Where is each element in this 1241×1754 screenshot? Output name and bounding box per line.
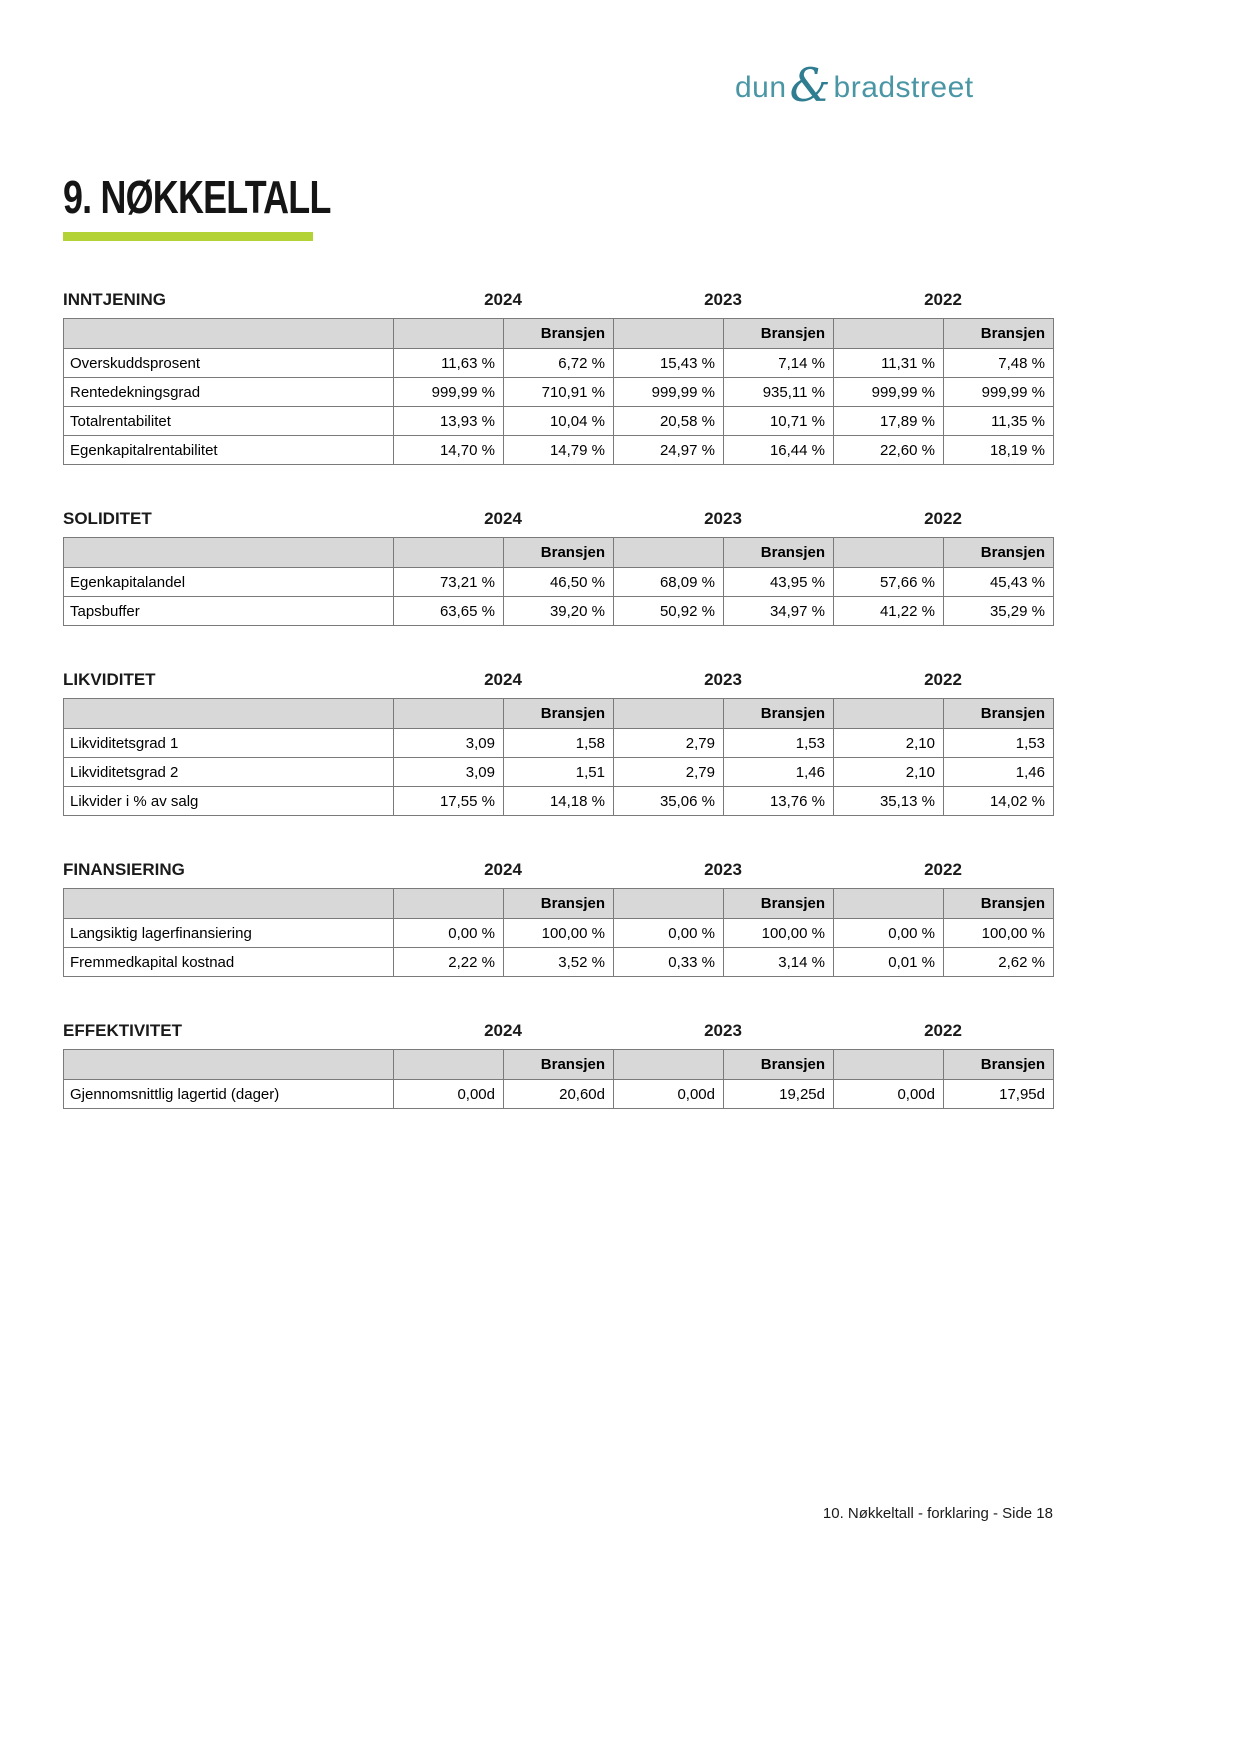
value-cell: 6,72 % <box>504 349 614 378</box>
row-label-cell: Langsiktig lagerfinansiering <box>64 919 394 948</box>
value-cell: 11,35 % <box>944 407 1054 436</box>
value-cell: 68,09 % <box>614 568 724 597</box>
value-cell: 43,95 % <box>724 568 834 597</box>
row-label-cell: Gjennomsnittlig lagertid (dager) <box>64 1080 394 1109</box>
value-cell: 10,71 % <box>724 407 834 436</box>
value-cell: 20,58 % <box>614 407 724 436</box>
row-label-cell: Tapsbuffer <box>64 597 394 626</box>
value-cell: 1,46 <box>724 758 834 787</box>
value-cell: 35,29 % <box>944 597 1054 626</box>
value-cell: 1,58 <box>504 729 614 758</box>
section-head-row <box>63 509 1053 529</box>
table-row <box>64 378 1054 407</box>
year-label: 2023 <box>704 509 742 528</box>
value-cell: 16,44 % <box>724 436 834 465</box>
row-label-cell: Likvider i % av salg <box>64 787 394 816</box>
data-table <box>63 698 1054 816</box>
value-cell: 0,00d <box>614 1080 724 1109</box>
table-row <box>64 729 1054 758</box>
value-cell: 34,97 % <box>724 597 834 626</box>
row-label-cell: Totalrentabilitet <box>64 407 394 436</box>
value-cell: 100,00 % <box>724 919 834 948</box>
table-section-inntjening <box>63 290 1053 465</box>
value-cell: 2,22 % <box>394 948 504 977</box>
page-footer: 10. Nøkkeltall - forklaring - Side 18 <box>822 1505 1053 1522</box>
value-cell: 46,50 % <box>504 568 614 597</box>
industry-header-cell: Bransjen <box>504 319 614 349</box>
company-header-cell <box>394 889 504 919</box>
title-accent-bar <box>63 232 313 241</box>
dun-bradstreet-logo <box>735 58 974 112</box>
company-header-cell <box>834 538 944 568</box>
value-cell: 1,53 <box>944 729 1054 758</box>
table-row <box>64 758 1054 787</box>
year-label: 2022 <box>924 290 962 309</box>
section-head-row <box>63 670 1053 690</box>
empty-header-cell <box>64 699 394 729</box>
year-label: 2022 <box>924 509 962 528</box>
value-cell: 999,99 % <box>944 378 1054 407</box>
table-row <box>64 919 1054 948</box>
value-cell: 0,00 % <box>614 919 724 948</box>
section-title: SOLIDITET <box>63 509 152 528</box>
industry-header-cell: Bransjen <box>504 538 614 568</box>
table-header-row <box>64 699 1054 729</box>
company-header-cell <box>394 699 504 729</box>
data-table <box>63 537 1054 626</box>
table-header-row <box>64 319 1054 349</box>
value-cell: 1,51 <box>504 758 614 787</box>
company-header-cell <box>394 319 504 349</box>
table-row <box>64 948 1054 977</box>
value-cell: 45,43 % <box>944 568 1054 597</box>
company-header-cell <box>614 538 724 568</box>
value-cell: 14,18 % <box>504 787 614 816</box>
section-title: LIKVIDITET <box>63 670 156 689</box>
data-table <box>63 318 1054 465</box>
value-cell: 0,00d <box>394 1080 504 1109</box>
section-head-row <box>63 860 1053 880</box>
value-cell: 0,00d <box>834 1080 944 1109</box>
table-row <box>64 1080 1054 1109</box>
table-header-row <box>64 889 1054 919</box>
table-section-likviditet <box>63 670 1053 816</box>
row-label-cell: Fremmedkapital kostnad <box>64 948 394 977</box>
row-label-cell: Likviditetsgrad 1 <box>64 729 394 758</box>
table-section-soliditet <box>63 509 1053 626</box>
value-cell: 63,65 % <box>394 597 504 626</box>
data-table <box>63 1049 1054 1109</box>
value-cell: 3,14 % <box>724 948 834 977</box>
section-head-row <box>63 1021 1053 1041</box>
year-label: 2024 <box>484 860 522 879</box>
value-cell: 0,01 % <box>834 948 944 977</box>
industry-header-cell: Bransjen <box>944 319 1054 349</box>
year-labels <box>393 670 1053 690</box>
company-header-cell <box>834 319 944 349</box>
year-labels <box>393 290 1053 310</box>
year-label: 2022 <box>924 860 962 879</box>
value-cell: 18,19 % <box>944 436 1054 465</box>
row-label-cell: Egenkapitalandel <box>64 568 394 597</box>
value-cell: 2,79 <box>614 758 724 787</box>
logo-ampersand-icon: & <box>789 58 831 112</box>
row-label-cell: Rentedekningsgrad <box>64 378 394 407</box>
value-cell: 11,31 % <box>834 349 944 378</box>
value-cell: 57,66 % <box>834 568 944 597</box>
value-cell: 0,33 % <box>614 948 724 977</box>
value-cell: 2,62 % <box>944 948 1054 977</box>
value-cell: 17,55 % <box>394 787 504 816</box>
value-cell: 999,99 % <box>394 378 504 407</box>
value-cell: 17,95d <box>944 1080 1054 1109</box>
value-cell: 50,92 % <box>614 597 724 626</box>
industry-header-cell: Bransjen <box>724 1050 834 1080</box>
section-title: FINANSIERING <box>63 860 185 879</box>
table-section-finansiering <box>63 860 1053 977</box>
table-header-row <box>64 538 1054 568</box>
year-label: 2024 <box>484 290 522 309</box>
table-header-row <box>64 1050 1054 1080</box>
value-cell: 7,14 % <box>724 349 834 378</box>
value-cell: 999,99 % <box>834 378 944 407</box>
row-label-cell: Overskuddsprosent <box>64 349 394 378</box>
industry-header-cell: Bransjen <box>724 319 834 349</box>
year-label: 2022 <box>924 1021 962 1040</box>
value-cell: 100,00 % <box>944 919 1054 948</box>
empty-header-cell <box>64 889 394 919</box>
industry-header-cell: Bransjen <box>944 889 1054 919</box>
value-cell: 41,22 % <box>834 597 944 626</box>
value-cell: 710,91 % <box>504 378 614 407</box>
table-row <box>64 597 1054 626</box>
company-header-cell <box>614 889 724 919</box>
company-header-cell <box>614 699 724 729</box>
empty-header-cell <box>64 538 394 568</box>
year-label: 2024 <box>484 509 522 528</box>
value-cell: 39,20 % <box>504 597 614 626</box>
value-cell: 13,76 % <box>724 787 834 816</box>
value-cell: 0,00 % <box>394 919 504 948</box>
value-cell: 24,97 % <box>614 436 724 465</box>
empty-header-cell <box>64 1050 394 1080</box>
value-cell: 14,79 % <box>504 436 614 465</box>
table-row <box>64 568 1054 597</box>
value-cell: 14,70 % <box>394 436 504 465</box>
table-row <box>64 436 1054 465</box>
table-section-effektivitet <box>63 1021 1053 1109</box>
year-label: 2024 <box>484 670 522 689</box>
value-cell: 35,13 % <box>834 787 944 816</box>
table-row <box>64 407 1054 436</box>
page-title: 9. NØKKELTALL <box>63 171 331 223</box>
company-header-cell <box>394 1050 504 1080</box>
industry-header-cell: Bransjen <box>504 1050 614 1080</box>
industry-header-cell: Bransjen <box>504 889 614 919</box>
year-label: 2023 <box>704 290 742 309</box>
value-cell: 13,93 % <box>394 407 504 436</box>
year-label: 2023 <box>704 670 742 689</box>
value-cell: 2,10 <box>834 758 944 787</box>
value-cell: 100,00 % <box>504 919 614 948</box>
industry-header-cell: Bransjen <box>724 538 834 568</box>
empty-header-cell <box>64 319 394 349</box>
value-cell: 14,02 % <box>944 787 1054 816</box>
year-labels <box>393 509 1053 529</box>
company-header-cell <box>834 699 944 729</box>
company-header-cell <box>394 538 504 568</box>
table-row <box>64 349 1054 378</box>
industry-header-cell: Bransjen <box>944 538 1054 568</box>
table-row <box>64 787 1054 816</box>
logo-word-dun: dun <box>735 71 787 104</box>
row-label-cell: Egenkapitalrentabilitet <box>64 436 394 465</box>
logo-word-bradstreet: bradstreet <box>833 71 974 104</box>
data-table <box>63 888 1054 977</box>
industry-header-cell: Bransjen <box>724 889 834 919</box>
year-labels <box>393 860 1053 880</box>
industry-header-cell: Bransjen <box>504 699 614 729</box>
value-cell: 19,25d <box>724 1080 834 1109</box>
section-head-row <box>63 290 1053 310</box>
value-cell: 11,63 % <box>394 349 504 378</box>
value-cell: 999,99 % <box>614 378 724 407</box>
value-cell: 3,09 <box>394 729 504 758</box>
value-cell: 3,09 <box>394 758 504 787</box>
value-cell: 3,52 % <box>504 948 614 977</box>
industry-header-cell: Bransjen <box>724 699 834 729</box>
value-cell: 35,06 % <box>614 787 724 816</box>
year-label: 2022 <box>924 670 962 689</box>
value-cell: 17,89 % <box>834 407 944 436</box>
company-header-cell <box>834 889 944 919</box>
year-labels <box>393 1021 1053 1041</box>
company-header-cell <box>614 1050 724 1080</box>
value-cell: 7,48 % <box>944 349 1054 378</box>
section-title: INNTJENING <box>63 290 166 309</box>
value-cell: 2,79 <box>614 729 724 758</box>
value-cell: 0,00 % <box>834 919 944 948</box>
year-label: 2024 <box>484 1021 522 1040</box>
value-cell: 20,60d <box>504 1080 614 1109</box>
value-cell: 73,21 % <box>394 568 504 597</box>
value-cell: 1,53 <box>724 729 834 758</box>
tables-container <box>63 290 1053 1153</box>
value-cell: 15,43 % <box>614 349 724 378</box>
year-label: 2023 <box>704 860 742 879</box>
section-title: EFFEKTIVITET <box>63 1021 182 1040</box>
company-header-cell <box>614 319 724 349</box>
company-header-cell <box>834 1050 944 1080</box>
year-label: 2023 <box>704 1021 742 1040</box>
industry-header-cell: Bransjen <box>944 699 1054 729</box>
value-cell: 1,46 <box>944 758 1054 787</box>
value-cell: 2,10 <box>834 729 944 758</box>
value-cell: 935,11 % <box>724 378 834 407</box>
industry-header-cell: Bransjen <box>944 1050 1054 1080</box>
value-cell: 22,60 % <box>834 436 944 465</box>
value-cell: 10,04 % <box>504 407 614 436</box>
row-label-cell: Likviditetsgrad 2 <box>64 758 394 787</box>
